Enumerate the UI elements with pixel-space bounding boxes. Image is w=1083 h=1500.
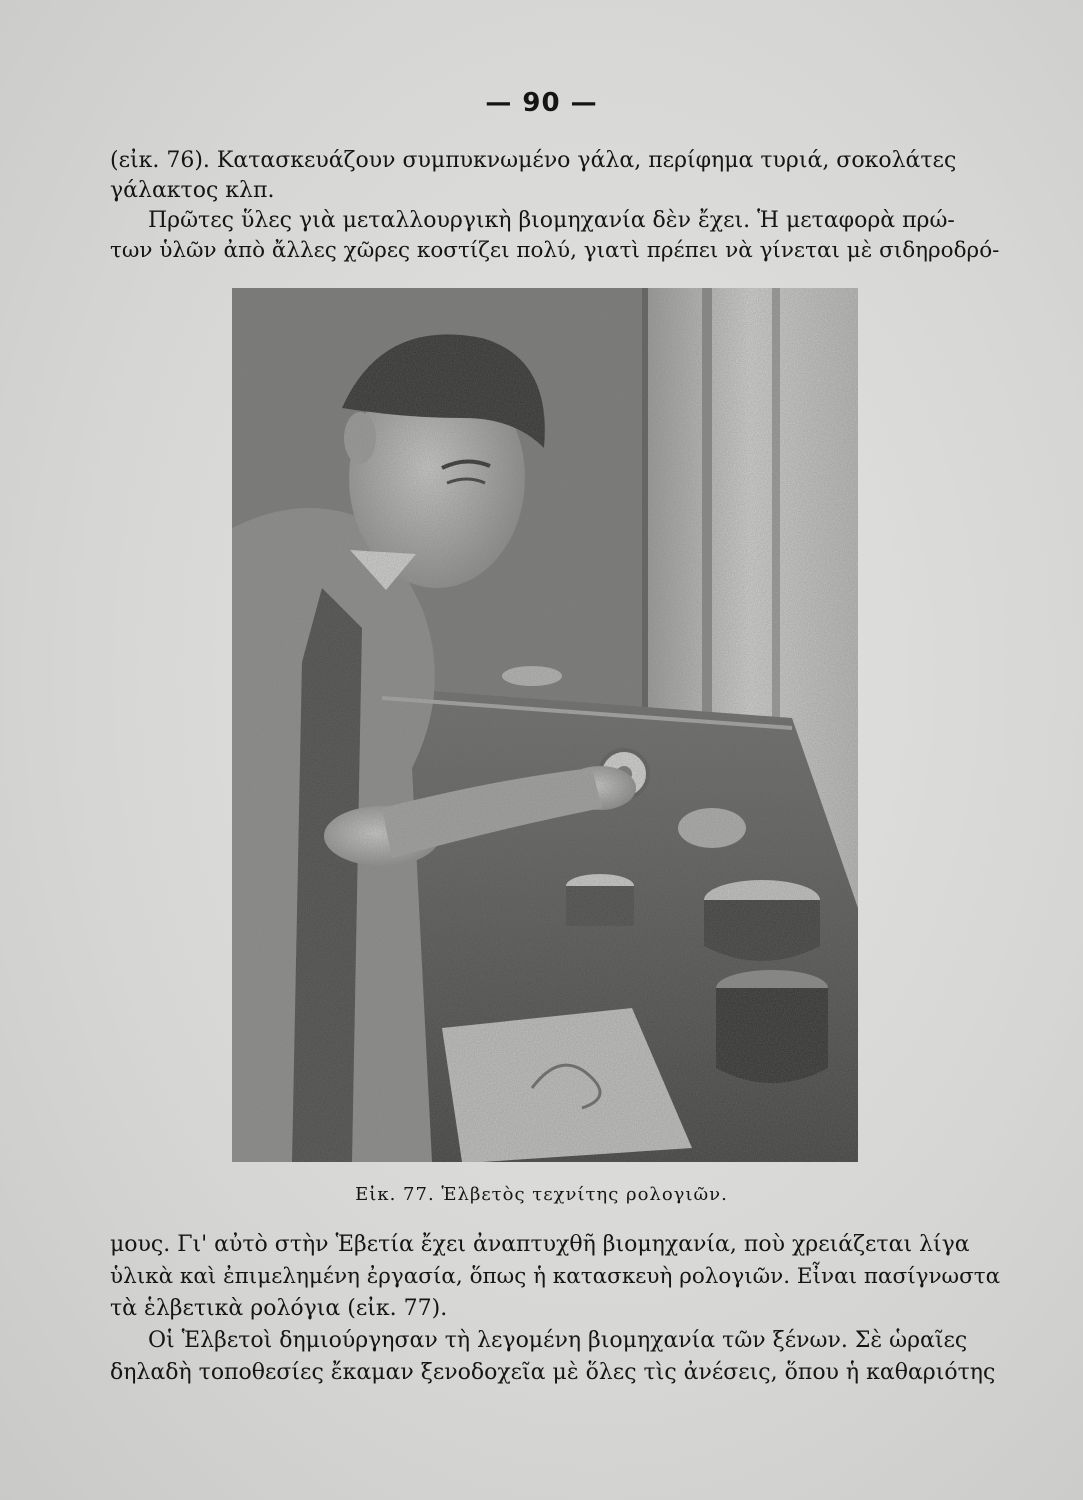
body-text-line: (εἰκ. 76). Κατασκευάζουν συμπυκνωμένο γάλα, περίφημα τυριά, σοκολάτες xyxy=(110,148,957,173)
page-number: — 90 — xyxy=(485,88,598,118)
body-text-line: Πρῶτες ὕλες γιὰ μεταλλουργικὴ βιομηχανία δὲν ἔχει. Ἡ μεταφορὰ πρώ- xyxy=(148,208,955,233)
watchmaker-photo xyxy=(232,288,858,1162)
body-text-line: μους. Γι' αὐτὸ στὴν Ἑβετία ἔχει ἀναπτυχθῆ βιομηχανία, ποὺ χρειάζεται λίγα xyxy=(110,1232,970,1257)
body-text-line: τὰ ἑλβετικὰ ρολόγια (εἰκ. 77). xyxy=(110,1296,448,1321)
body-text-line: των ὑλῶν ἀπὸ ἄλλες χῶρες κοστίζει πολύ, γιατὶ πρέπει νὰ γίνεται μὲ σιδηροδρό- xyxy=(110,238,1000,263)
body-text-line: γάλακτος κλπ. xyxy=(110,178,275,203)
figure-caption: Εἰκ. 77. Ἑλβετὸς τεχνίτης ρολογιῶν. xyxy=(355,1184,728,1205)
body-text-line: ὑλικὰ καὶ ἐπιμελημένη ἐργασία, ὅπως ἡ κατασκευὴ ρολογιῶν. Εἶναι πασίγνωστα xyxy=(110,1264,1001,1289)
body-text-line: Οἱ Ἑλβετοὶ δημιούργησαν τὴ λεγομένη βιομηχανία τῶν ξένων. Σὲ ὡραῖες xyxy=(148,1328,968,1353)
body-text-line: δηλαδὴ τοποθεσίες ἔκαμαν ξενοδοχεῖα μὲ ὅλες τὶς ἀνέσεις, ὅπου ἡ καθαριότης xyxy=(110,1360,996,1385)
